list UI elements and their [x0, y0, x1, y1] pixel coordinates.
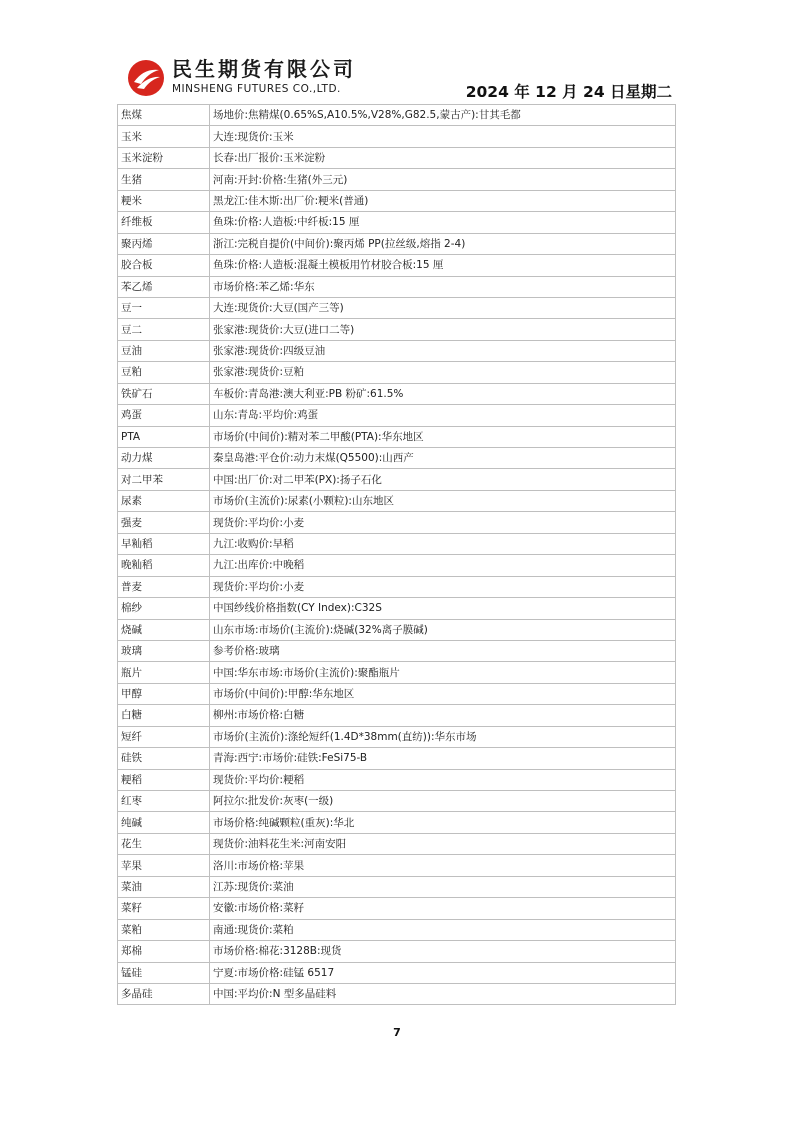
minsheng-logo-icon	[126, 58, 166, 98]
price-source-description: 车板价:青岛港:澳大利亚:PB 粉矿:61.5%	[210, 383, 676, 404]
price-source-description: 市场价(中间价):精对苯二甲酸(PTA):华东地区	[210, 426, 676, 447]
price-source-description: 现货价:平均价:小麦	[210, 512, 676, 533]
company-name-en: MINSHENG FUTURES CO.,LTD.	[172, 83, 341, 95]
price-source-description: 长春:出厂报价:玉米淀粉	[210, 147, 676, 168]
commodity-name: 动力煤	[118, 448, 210, 469]
commodity-name: 纯碱	[118, 812, 210, 833]
table-row	[118, 833, 676, 854]
commodity-name: 菜油	[118, 876, 210, 897]
price-source-description: 张家港:现货价:四级豆油	[210, 340, 676, 361]
commodity-name: 早籼稻	[118, 533, 210, 554]
table-row	[118, 533, 676, 554]
commodity-name: 豆粕	[118, 362, 210, 383]
page-number: 7	[393, 1026, 401, 1039]
table-row	[118, 169, 676, 190]
report-date: 2024 年 12 月 24 日星期二	[465, 83, 672, 101]
commodity-name: 晚籼稻	[118, 555, 210, 576]
table-row	[118, 791, 676, 812]
table-row	[118, 662, 676, 683]
table-row	[118, 490, 676, 511]
commodity-name: 白糖	[118, 705, 210, 726]
commodity-name: 胶合板	[118, 255, 210, 276]
price-source-description: 张家港:现货价:豆粕	[210, 362, 676, 383]
price-source-description: 江苏:现货价:菜油	[210, 876, 676, 897]
commodity-name: 焦煤	[118, 105, 210, 126]
table-row	[118, 855, 676, 876]
table-row	[118, 576, 676, 597]
price-source-description: 现货价:油料花生米:河南安阳	[210, 833, 676, 854]
price-source-description: 山东:青岛:平均价:鸡蛋	[210, 405, 676, 426]
table-row	[118, 297, 676, 318]
commodity-name: 生猪	[118, 169, 210, 190]
price-source-description: 现货价:平均价:粳稻	[210, 769, 676, 790]
table-row	[118, 683, 676, 704]
commodity-name: 强麦	[118, 512, 210, 533]
commodity-name: 玉米	[118, 126, 210, 147]
commodity-name: 菜籽	[118, 898, 210, 919]
table-row	[118, 362, 676, 383]
price-source-description: 参考价格:玻璃	[210, 640, 676, 661]
price-source-description: 市场价(中间价):甲醇:华东地区	[210, 683, 676, 704]
commodity-name: 硅铁	[118, 748, 210, 769]
price-source-description: 市场价(主流价):涤纶短纤(1.4D*38mm(直纺)):华东市场	[210, 726, 676, 747]
table-row	[118, 898, 676, 919]
commodity-name: 聚丙烯	[118, 233, 210, 254]
commodity-name: 花生	[118, 833, 210, 854]
table-row	[118, 105, 676, 126]
table-row	[118, 426, 676, 447]
price-source-description: 山东市场:市场价(主流价):烧碱(32%离子膜碱)	[210, 619, 676, 640]
table-row	[118, 748, 676, 769]
commodity-name: 烧碱	[118, 619, 210, 640]
commodity-name: 豆一	[118, 297, 210, 318]
table-row	[118, 383, 676, 404]
table-row	[118, 640, 676, 661]
commodity-name: 玻璃	[118, 640, 210, 661]
commodity-name: 豆二	[118, 319, 210, 340]
price-source-description: 市场价格:棉花:3128B:现货	[210, 941, 676, 962]
price-source-description: 洛川:市场价格:苹果	[210, 855, 676, 876]
commodity-name: 鸡蛋	[118, 405, 210, 426]
price-source-description: 秦皇岛港:平仓价:动力末煤(Q5500):山西产	[210, 448, 676, 469]
table-row	[118, 919, 676, 940]
price-source-description: 九江:收购价:早稻	[210, 533, 676, 554]
table-row	[118, 876, 676, 897]
table-row	[118, 126, 676, 147]
price-source-description: 安徽:市场价格:菜籽	[210, 898, 676, 919]
price-source-description: 鱼珠:价格:人造板:中纤板:15 厘	[210, 212, 676, 233]
table-row	[118, 619, 676, 640]
price-source-description: 阿拉尔:批发价:灰枣(一级)	[210, 791, 676, 812]
price-source-description: 青海:西宁:市场价:硅铁:FeSi75-B	[210, 748, 676, 769]
commodity-name: 尿素	[118, 490, 210, 511]
commodity-name: 郑棉	[118, 941, 210, 962]
price-source-description: 鱼珠:价格:人造板:混凝土模板用竹材胶合板:15 厘	[210, 255, 676, 276]
table-row	[118, 469, 676, 490]
price-source-description: 南通:现货价:菜粕	[210, 919, 676, 940]
commodity-name: 普麦	[118, 576, 210, 597]
commodity-name: 铁矿石	[118, 383, 210, 404]
table-row	[118, 512, 676, 533]
company-name-cn: 民生期货有限公司	[172, 57, 356, 81]
table-row	[118, 769, 676, 790]
commodity-name: 甲醇	[118, 683, 210, 704]
table-row	[118, 555, 676, 576]
price-source-description: 大连:现货价:玉米	[210, 126, 676, 147]
table-row	[118, 448, 676, 469]
commodity-name: 菜粕	[118, 919, 210, 940]
commodity-name: 多晶硅	[118, 983, 210, 1004]
table-row	[118, 941, 676, 962]
table-row	[118, 276, 676, 297]
commodity-name: 瓶片	[118, 662, 210, 683]
table-row	[118, 705, 676, 726]
price-source-description: 现货价:平均价:小麦	[210, 576, 676, 597]
commodity-name: 红枣	[118, 791, 210, 812]
price-source-description: 场地价:焦精煤(0.65%S,A10.5%,V28%,G82.5,蒙古产):甘其毛都	[210, 105, 676, 126]
table-row	[118, 340, 676, 361]
commodity-name: 粳稻	[118, 769, 210, 790]
commodity-name: 锰硅	[118, 962, 210, 983]
commodity-name: 短纤	[118, 726, 210, 747]
commodity-name: 苹果	[118, 855, 210, 876]
table-row	[118, 983, 676, 1004]
price-source-description: 大连:现货价:大豆(国产三等)	[210, 297, 676, 318]
table-row	[118, 255, 676, 276]
commodity-name: PTA	[118, 426, 210, 447]
price-source-description: 河南:开封:价格:生猪(外三元)	[210, 169, 676, 190]
table-row	[118, 147, 676, 168]
price-source-description: 中国:平均价:N 型多晶硅料	[210, 983, 676, 1004]
table-row	[118, 726, 676, 747]
commodity-name: 苯乙烯	[118, 276, 210, 297]
price-source-description: 市场价格:纯碱颗粒(重灰):华北	[210, 812, 676, 833]
price-source-description: 市场价格:苯乙烯:华东	[210, 276, 676, 297]
price-source-table	[117, 104, 676, 1005]
commodity-name: 对二甲苯	[118, 469, 210, 490]
table-row	[118, 212, 676, 233]
table-row	[118, 962, 676, 983]
table-row	[118, 319, 676, 340]
table-row	[118, 233, 676, 254]
table-body	[118, 105, 676, 1005]
price-source-description: 九江:出库价:中晚稻	[210, 555, 676, 576]
page-header	[118, 52, 676, 102]
table-row	[118, 598, 676, 619]
price-source-description: 市场价(主流价):尿素(小颗粒):山东地区	[210, 490, 676, 511]
commodity-name: 豆油	[118, 340, 210, 361]
table-row	[118, 405, 676, 426]
price-source-description: 中国:华东市场:市场价(主流价):聚酯瓶片	[210, 662, 676, 683]
table-row	[118, 190, 676, 211]
price-source-description: 中国:出厂价:对二甲苯(PX):扬子石化	[210, 469, 676, 490]
table-row	[118, 812, 676, 833]
commodity-name: 棉纱	[118, 598, 210, 619]
company-logo	[126, 56, 366, 100]
price-source-description: 中国纱线价格指数(CY Index):C32S	[210, 598, 676, 619]
price-source-description: 张家港:现货价:大豆(进口二等)	[210, 319, 676, 340]
price-source-description: 宁夏:市场价格:硅锰 6517	[210, 962, 676, 983]
price-source-description: 浙江:完税自提价(中间价):聚丙烯 PP(拉丝级,熔指 2-4)	[210, 233, 676, 254]
price-source-description: 柳州:市场价格:白糖	[210, 705, 676, 726]
commodity-name: 粳米	[118, 190, 210, 211]
commodity-name: 纤维板	[118, 212, 210, 233]
price-source-description: 黑龙江:佳木斯:出厂价:粳米(普通)	[210, 190, 676, 211]
commodity-name: 玉米淀粉	[118, 147, 210, 168]
